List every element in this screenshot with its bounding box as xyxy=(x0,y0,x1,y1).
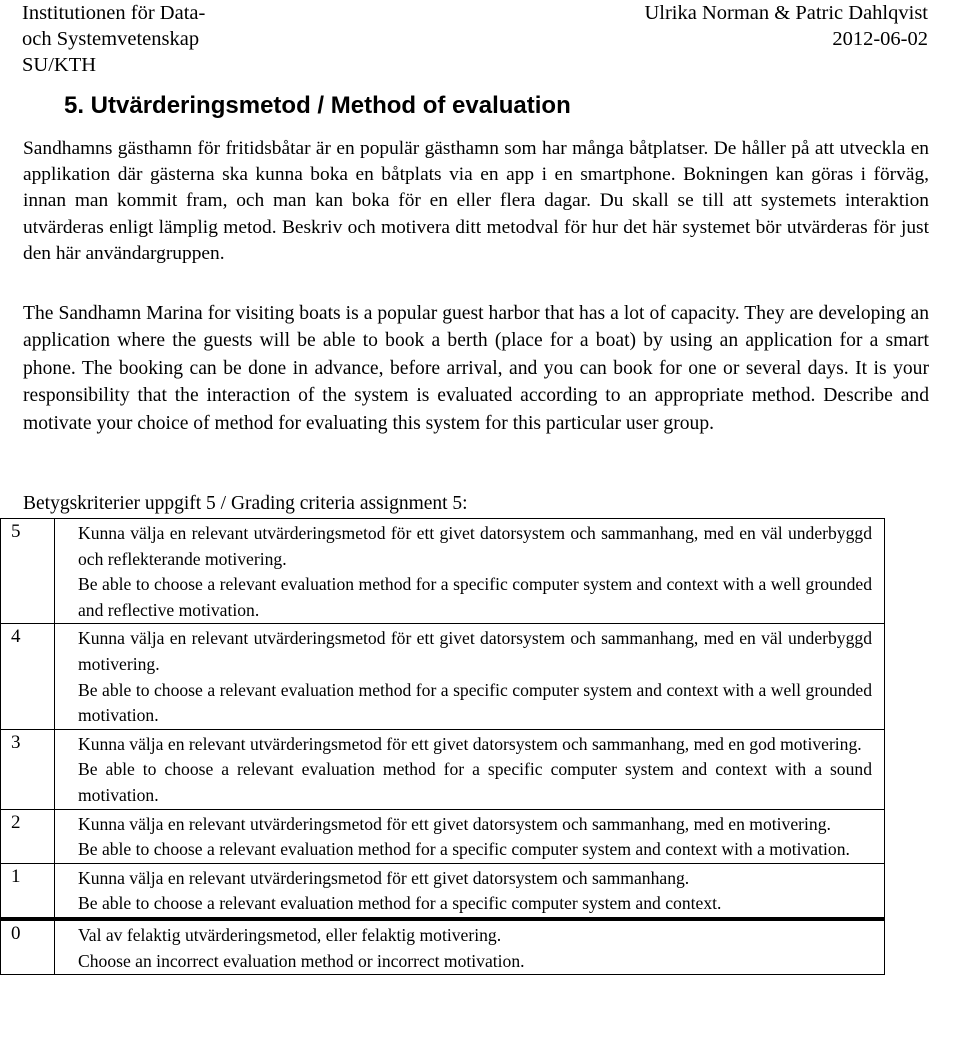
grade-cell: 4 xyxy=(1,624,55,729)
criteria-description xyxy=(55,809,885,863)
criteria-description xyxy=(55,919,885,975)
grade-cell: 5 xyxy=(1,519,55,624)
section-heading: 5. Utvärderingsmetod / Method of evaluation xyxy=(64,92,571,119)
criteria-text-swedish: Val av felaktig utvärderingsmetod, eller felaktig motivering. xyxy=(78,924,502,945)
criteria-row xyxy=(1,863,885,919)
grading-criteria-table xyxy=(0,518,885,975)
grade-cell: 0 xyxy=(1,919,55,975)
grade-cell: 3 xyxy=(1,729,55,809)
criteria-text-swedish: Kunna välja en relevant utvärderingsmetod för ett givet datorsystem och sammanhang, med en god motivering. xyxy=(78,733,862,754)
criteria-text-swedish: Kunna välja en relevant utvärderingsmetod för ett givet datorsystem och sammanhang, med en väl underbyggd och reflekterande motivering. xyxy=(78,523,872,569)
criteria-text-english: Choose an incorrect evaluation method or incorrect motivation. xyxy=(78,950,525,971)
criteria-text-swedish: Kunna välja en relevant utvärderingsmetod för ett givet datorsystem och sammanhang, med en motivering. xyxy=(78,813,831,834)
criteria-text-english: Be able to choose a relevant evaluation method for a specific computer system and context with a sound motivation. xyxy=(78,759,872,805)
criteria-text-english: Be able to choose a relevant evaluation method for a specific computer system and context. xyxy=(78,893,722,914)
criteria-text-english: Be able to choose a relevant evaluation method for a specific computer system and context with a well grounded motivation. xyxy=(78,679,872,726)
criteria-description xyxy=(55,863,885,919)
header-left xyxy=(22,0,205,78)
criteria-description xyxy=(55,519,885,624)
criteria-text-swedish: Kunna välja en relevant utvärderingsmetod för ett givet datorsystem och sammanhang, med en väl underbyggd motivering. xyxy=(78,628,872,674)
criteria-text-english: Be able to choose a relevant evaluation method for a specific computer system and context with a motivation. xyxy=(78,839,850,860)
criteria-description xyxy=(55,624,885,729)
header-authors: Ulrika Norman & Patric Dahlqvist xyxy=(644,2,928,24)
criteria-row xyxy=(1,729,885,809)
grade-cell: 1 xyxy=(1,863,55,919)
header-date: 2012-06-02 xyxy=(832,28,928,50)
header-institution-line-3: SU/KTH xyxy=(22,54,97,76)
criteria-row xyxy=(1,919,885,975)
criteria-text-english: Be able to choose a relevant evaluation method for a specific computer system and context with a well grounded and reflective motivation. xyxy=(78,574,872,620)
grading-criteria-title: Betygskriterier uppgift 5 / Grading criteria assignment 5: xyxy=(23,493,468,514)
criteria-row xyxy=(1,809,885,863)
header-institution-line-1: Institutionen för Data- xyxy=(22,2,206,24)
grade-cell: 2 xyxy=(1,809,55,863)
assignment-text-swedish: Sandhamns gästhamn för fritidsbåtar är en populär gästhamn som har många båtplatser. De håller på att utveckla en applikation där gästerna ska kunna boka en båtplats via en app i en smartphone. Bokningen kan göras i förväg, innan man kommit fram, och man kan boka för en eller flera dagar. Du skall se till att systemets interaktion utvärderas enligt lämplig metod. Beskriv och motivera ditt metodval för hur det här systemet bör utvärderas för just den här användargruppen. xyxy=(23,138,929,264)
criteria-text-swedish: Kunna välja en relevant utvärderingsmetod för ett givet datorsystem och sammanhang. xyxy=(78,867,690,888)
criteria-description xyxy=(55,729,885,809)
assignment-text-english: The Sandhamn Marina for visiting boats is a popular guest harbor that has a lot of capacity. They are developing an application where the guests will be able to book a berth (place for a boat) by using an application for a smart phone. The booking can be done in advance, before arrival, and you can book for one or several days. It is your responsibility that the interaction of the system is evaluated according to an appropriate method. Describe and motivate your choice of method for evaluating this system for this particular user group. xyxy=(23,303,929,434)
header-institution-line-2: och Systemvetenskap xyxy=(22,28,200,50)
criteria-row xyxy=(1,519,885,624)
header-right xyxy=(644,0,928,52)
criteria-row xyxy=(1,624,885,729)
